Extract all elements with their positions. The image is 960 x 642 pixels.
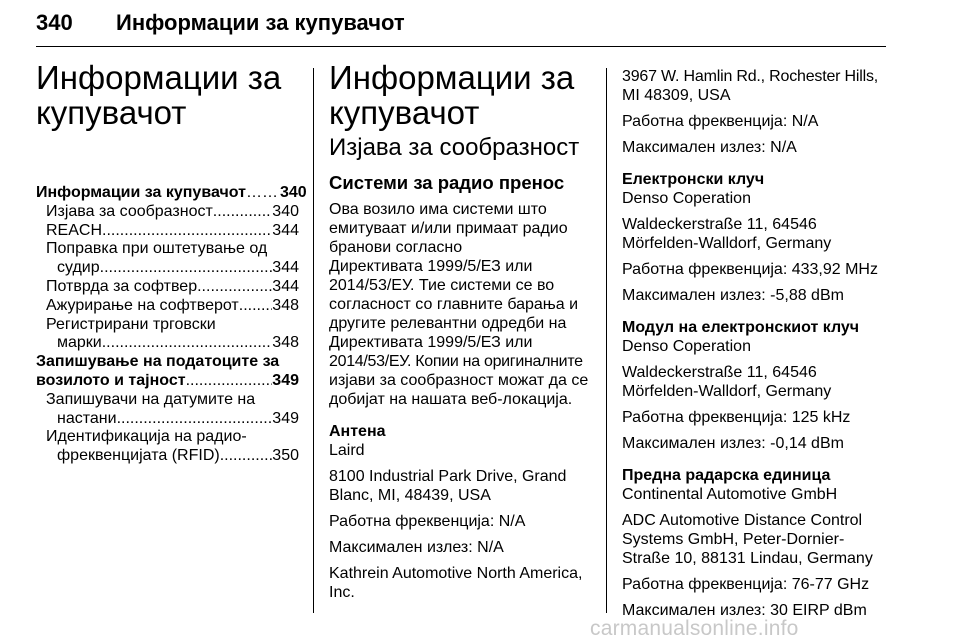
text-line: 2014/53/ЕУ. Тие системи се во xyxy=(329,277,555,294)
page-number: 340 xyxy=(36,10,73,35)
toc-entry[interactable] xyxy=(36,259,299,278)
key-maker: Denso Coperation xyxy=(622,190,751,207)
text-line: ADC Automotive Distance Control xyxy=(622,512,863,529)
toc-label: Идентификација на радио- xyxy=(46,428,247,446)
column-divider xyxy=(313,68,314,613)
toc-label: марки xyxy=(57,334,102,352)
key-frequency: Работна фреквенција: 433,92 MHz xyxy=(622,261,878,278)
text-line: бранови согласно xyxy=(329,239,463,256)
toc-leader xyxy=(117,410,273,429)
text-line: Ова возило има системи што xyxy=(329,201,547,218)
toc-label: Ажурирање на софтверот xyxy=(46,296,239,314)
toc-entry[interactable] xyxy=(36,316,299,335)
toc-column xyxy=(36,59,307,466)
toc-entry[interactable] xyxy=(36,222,299,241)
text-line: Waldeckerstraße 11, 64546 xyxy=(622,216,817,233)
text-line: Mörfelden-Walldorf, Germany xyxy=(622,235,832,252)
toc-entry[interactable] xyxy=(36,410,299,429)
toc-page: 344 xyxy=(272,259,299,277)
toc-page: 348 xyxy=(272,334,299,352)
text-line: добијат на нашата веб-локација. xyxy=(329,391,573,408)
section-title-line: Информации за xyxy=(329,59,575,96)
toc-entry[interactable] xyxy=(36,184,307,203)
toc-leader xyxy=(197,278,272,297)
toc-page: 348 xyxy=(272,296,299,314)
toc-entry[interactable] xyxy=(36,240,299,259)
antenna-frequency: Работна фреквенција: N/A xyxy=(329,513,526,530)
text-line: Директивата 1999/5/ЕЗ или xyxy=(329,258,533,275)
toc-entry[interactable] xyxy=(36,278,299,297)
toc-label: судир xyxy=(57,259,100,277)
subsubsection-title: Системи за радио пренос xyxy=(329,172,565,193)
text-line: Waldeckerstraße 11, 64546 xyxy=(622,364,817,381)
text-line: Inc. xyxy=(329,584,355,601)
toc-label: настани xyxy=(57,409,117,427)
running-title: Информации за купувачот xyxy=(116,10,405,35)
text-line: Blanc, MI, 48439, USA xyxy=(329,487,491,504)
toc-page: 340 xyxy=(272,202,299,220)
text-line: изјави за сообразност можат да се xyxy=(329,372,589,389)
toc-entry[interactable] xyxy=(36,372,299,391)
text-line: MI 48309, USA xyxy=(622,87,731,104)
toc-label: возилото и тајност xyxy=(36,371,186,389)
text-line: Straße 10, 88131 Lindau, Germany xyxy=(622,550,873,567)
module-maker: Denso Coperation xyxy=(622,338,751,355)
toc-page: 344 xyxy=(272,221,299,239)
toc-leader: …… xyxy=(245,184,278,201)
antenna-maker: Laird xyxy=(329,442,365,459)
key-address xyxy=(622,215,888,253)
intro-paragraph xyxy=(329,200,594,409)
radar-address xyxy=(622,511,888,568)
module-heading: Модул на електронскиот клуч xyxy=(622,319,860,336)
text-line: емитуваат и/или примаат радио xyxy=(329,220,568,237)
toc-label: Информации за купувачот xyxy=(36,184,246,201)
section-title-line: купувачот xyxy=(329,94,480,131)
toc-leader xyxy=(186,372,273,391)
toc-label: Запишувачи на датумите на xyxy=(46,390,256,408)
toc-entry[interactable] xyxy=(36,334,299,353)
toc-label: Регистрирани трговски xyxy=(46,315,216,333)
text-line: 8100 Industrial Park Drive, Grand xyxy=(329,468,567,485)
toc-label: Потврда за софтвер xyxy=(46,277,198,295)
antenna-heading: Антена xyxy=(329,423,386,440)
text-line: 2014/53/ЕУ. Копии на оригиналните xyxy=(329,353,583,370)
kathrein-maker xyxy=(329,564,594,602)
toc-leader xyxy=(239,297,273,316)
module-address xyxy=(622,363,888,401)
toc-leader xyxy=(213,203,273,222)
toc-label: Изјава за сообразност xyxy=(46,202,213,220)
text-line: Директивата 1999/5/ЕЗ или xyxy=(329,334,533,351)
toc-entry[interactable] xyxy=(36,203,299,222)
chapter-title-line: купувачот xyxy=(36,94,187,131)
radar-power: Максимален излез: 30 EIRP dBm xyxy=(622,602,867,619)
toc-page: 340 xyxy=(279,184,307,201)
declaration-column xyxy=(329,60,594,602)
toc-leader xyxy=(100,259,273,278)
toc-entry[interactable] xyxy=(36,297,299,316)
toc-leader xyxy=(102,222,272,241)
antenna-address xyxy=(329,467,594,505)
text-line: другите релевантни одредби на xyxy=(329,315,567,332)
kathrein-frequency: Работна фреквенција: N/A xyxy=(622,113,819,130)
key-heading: Електронски клуч xyxy=(622,171,765,188)
toc-entry[interactable] xyxy=(36,391,299,410)
toc-page: 349 xyxy=(272,371,299,389)
toc-entry[interactable] xyxy=(36,447,299,466)
antenna-power: Максимален излез: N/A xyxy=(329,539,504,556)
kathrein-address xyxy=(622,67,888,105)
toc-page: 349 xyxy=(272,409,299,427)
section-title xyxy=(329,60,594,130)
radar-frequency: Работна фреквенција: 76-77 GHz xyxy=(622,576,870,593)
text-line: 3967 W. Hamlin Rd., Rochester Hills, xyxy=(622,68,879,85)
toc-leader xyxy=(220,447,273,466)
toc-entry[interactable] xyxy=(36,428,299,447)
chapter-title-line: Информации за xyxy=(36,59,282,96)
toc-label: Запишување на податоците за xyxy=(36,353,280,371)
toc-entry[interactable] xyxy=(36,353,299,372)
radar-maker: Continental Automotive GmbH xyxy=(622,486,838,503)
devices-column xyxy=(622,67,888,620)
toc-label: фреквенцијата (RFID) xyxy=(57,447,220,465)
module-frequency: Работна фреквенција: 125 kHz xyxy=(622,409,851,426)
subsection-title: Изјава за сообразност xyxy=(329,134,580,161)
module-power: Максимален излез: -0,14 dBm xyxy=(622,435,844,452)
key-power: Максимален излез: -5,88 dBm xyxy=(622,287,844,304)
table-of-contents xyxy=(36,184,307,466)
toc-leader xyxy=(102,334,273,353)
text-line: согласност со главните барања и xyxy=(329,296,579,313)
text-line: Systems GmbH, Peter-Dornier- xyxy=(622,531,845,548)
toc-page: 344 xyxy=(272,277,299,295)
column-divider xyxy=(606,68,607,613)
text-line: Kathrein Automotive North America, xyxy=(329,565,583,582)
chapter-title xyxy=(36,60,299,130)
toc-page: 350 xyxy=(272,447,299,465)
watermark: carmanualsonline.info xyxy=(590,617,799,640)
radar-heading: Предна радарска единица xyxy=(622,467,831,484)
toc-label: Поправка при оштетување од xyxy=(46,240,268,258)
text-line: Mörfelden-Walldorf, Germany xyxy=(622,383,832,400)
kathrein-power: Максимален излез: N/A xyxy=(622,139,797,156)
page-header xyxy=(36,8,886,47)
toc-label: REACH xyxy=(46,221,103,239)
